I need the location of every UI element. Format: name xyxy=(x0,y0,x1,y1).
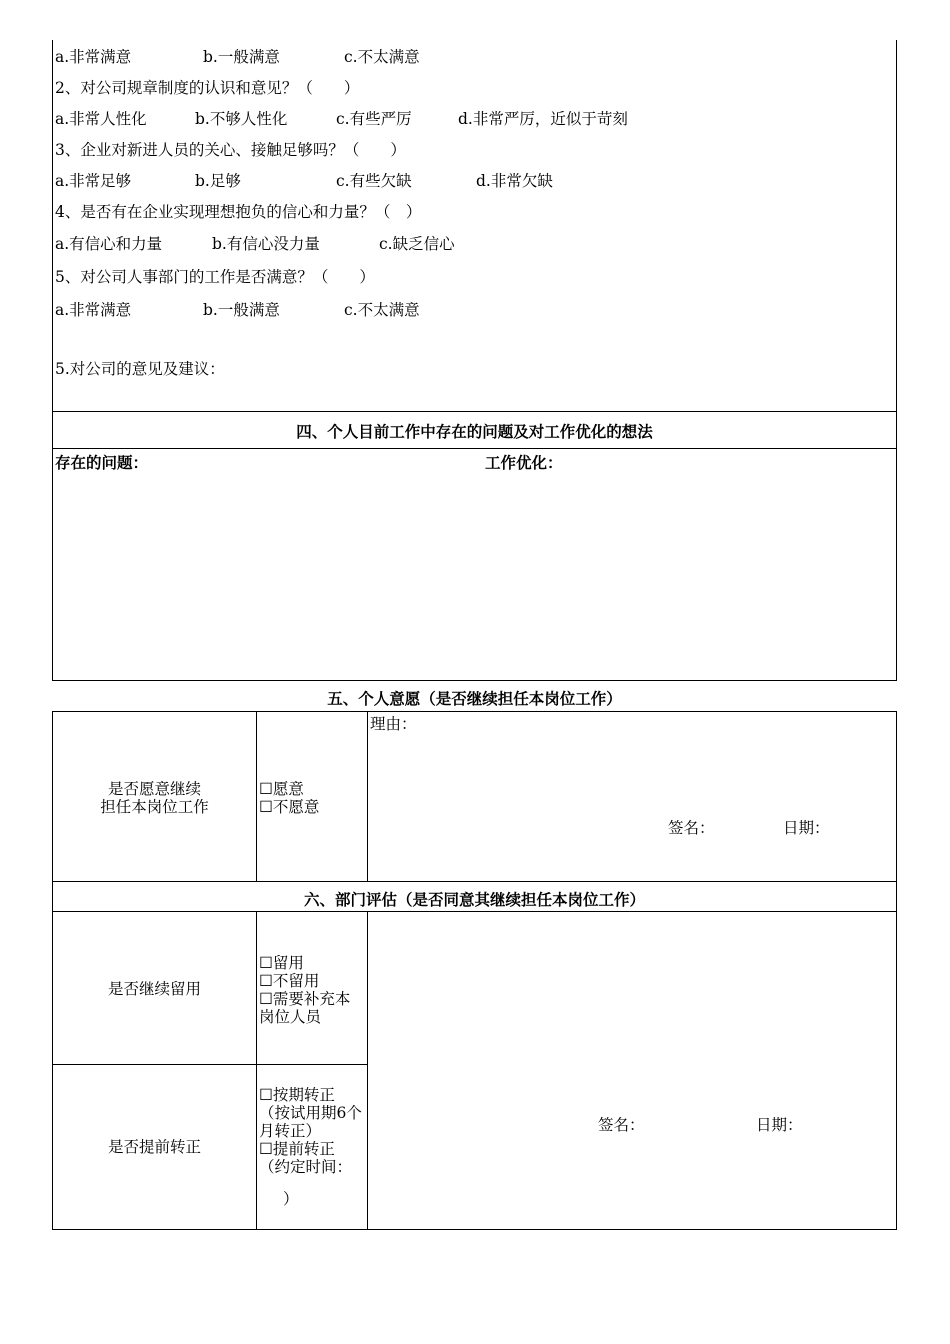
employee-date-label: 日期： xyxy=(783,819,830,837)
q3-option-c: c.有些欠缺 xyxy=(336,172,412,190)
retain-label: 是否继续留用 xyxy=(107,980,201,998)
q5-option-a: a.非常满意 xyxy=(55,301,132,319)
retain-options xyxy=(259,954,365,1026)
early-confirm-label: 是否提前转正 xyxy=(107,1138,201,1156)
q5-option-b: b.一般满意 xyxy=(203,301,280,319)
q3-option-d: d.非常欠缺 xyxy=(476,172,553,190)
q4-option-a: a.有信心和力量 xyxy=(55,235,163,253)
q2-question: 2、对公司规章制度的认识和意见？（ ） xyxy=(55,79,360,97)
section5-title: 五、个人意愿（是否继续担任本岗位工作） xyxy=(327,690,622,708)
column-divider xyxy=(256,911,257,1230)
early-close-paren: ） xyxy=(283,1190,299,1208)
reason-input-area[interactable] xyxy=(372,738,887,808)
divider xyxy=(52,411,897,412)
problems-input-area[interactable] xyxy=(54,472,474,677)
department-date-label: 日期： xyxy=(756,1116,803,1134)
q3-option-b: b.足够 xyxy=(195,172,241,190)
column-divider xyxy=(256,711,257,882)
row-divider xyxy=(52,1064,367,1065)
q1-option-b: b.一般满意 xyxy=(203,48,280,66)
optimize-input-area[interactable] xyxy=(483,472,893,677)
section4-title: 四、个人目前工作中存在的问题及对工作优化的想法 xyxy=(296,423,653,441)
q2-option-d: d.非常严厉，近似于苛刻 xyxy=(458,110,628,128)
suggestion-label: 5.对公司的意见及建议： xyxy=(55,360,225,378)
divider xyxy=(52,711,897,712)
right-border xyxy=(896,711,897,1230)
q2-option-b: b.不够人性化 xyxy=(195,110,288,128)
department-sign-label: 签名： xyxy=(598,1116,645,1134)
option-early[interactable]: ☐提前转正（约定时间： xyxy=(259,1140,353,1176)
willing-question-line1: 是否愿意继续 xyxy=(107,780,201,798)
q3-option-a: a.非常足够 xyxy=(55,172,132,190)
q4-option-c: c.缺乏信心 xyxy=(379,235,455,253)
section6-title: 六、部门评估（是否同意其继续担任本岗位工作） xyxy=(303,891,645,909)
q3-question: 3、企业对新进人员的关心、接触足够吗？（ ） xyxy=(55,141,406,159)
reason-label: 理由： xyxy=(370,715,417,733)
willing-question-line2: 担任本岗位工作 xyxy=(100,798,209,816)
option-willing[interactable]: ☐愿意 xyxy=(259,780,304,798)
left-border xyxy=(52,40,53,681)
department-comment-area[interactable] xyxy=(372,918,887,1098)
q1-option-a: a.非常满意 xyxy=(55,48,132,66)
early-confirm-options xyxy=(259,1086,365,1208)
q2-option-c: c.有些严厉 xyxy=(336,110,412,128)
right-border xyxy=(896,40,897,681)
column-divider xyxy=(367,911,368,1230)
q5-question: 5、对公司人事部门的工作是否满意？（ ） xyxy=(55,268,375,286)
q4-question: 4、是否有在企业实现理想抱负的信心和力量？（ ） xyxy=(55,203,422,221)
q5-option-c: c.不太满意 xyxy=(344,301,420,319)
divider xyxy=(52,881,897,882)
column-divider xyxy=(367,711,368,882)
bottom-border xyxy=(52,1229,897,1230)
optimize-label: 工作优化： xyxy=(485,454,563,472)
divider xyxy=(52,680,897,681)
q1-option-c: c.不太满意 xyxy=(344,48,420,66)
divider xyxy=(52,911,897,912)
option-retain[interactable]: ☐留用 xyxy=(259,954,304,972)
option-not-retain[interactable]: ☐不留用 xyxy=(259,972,320,990)
q2-option-a: a.非常人性化 xyxy=(55,110,147,128)
problems-label: 存在的问题： xyxy=(55,454,149,472)
divider xyxy=(52,448,897,449)
willing-question-label xyxy=(53,780,256,816)
option-on-schedule[interactable]: ☐按期转正（按试用期6个月转正） xyxy=(259,1086,362,1140)
willing-options xyxy=(259,780,319,816)
spacer xyxy=(259,1176,365,1190)
employee-sign-label: 签名： xyxy=(668,819,715,837)
q4-option-b: b.有信心没力量 xyxy=(212,235,320,253)
option-supplement-staff[interactable]: ☐需要补充本岗位人员 xyxy=(259,990,351,1026)
option-not-willing[interactable]: ☐不愿意 xyxy=(259,798,320,816)
